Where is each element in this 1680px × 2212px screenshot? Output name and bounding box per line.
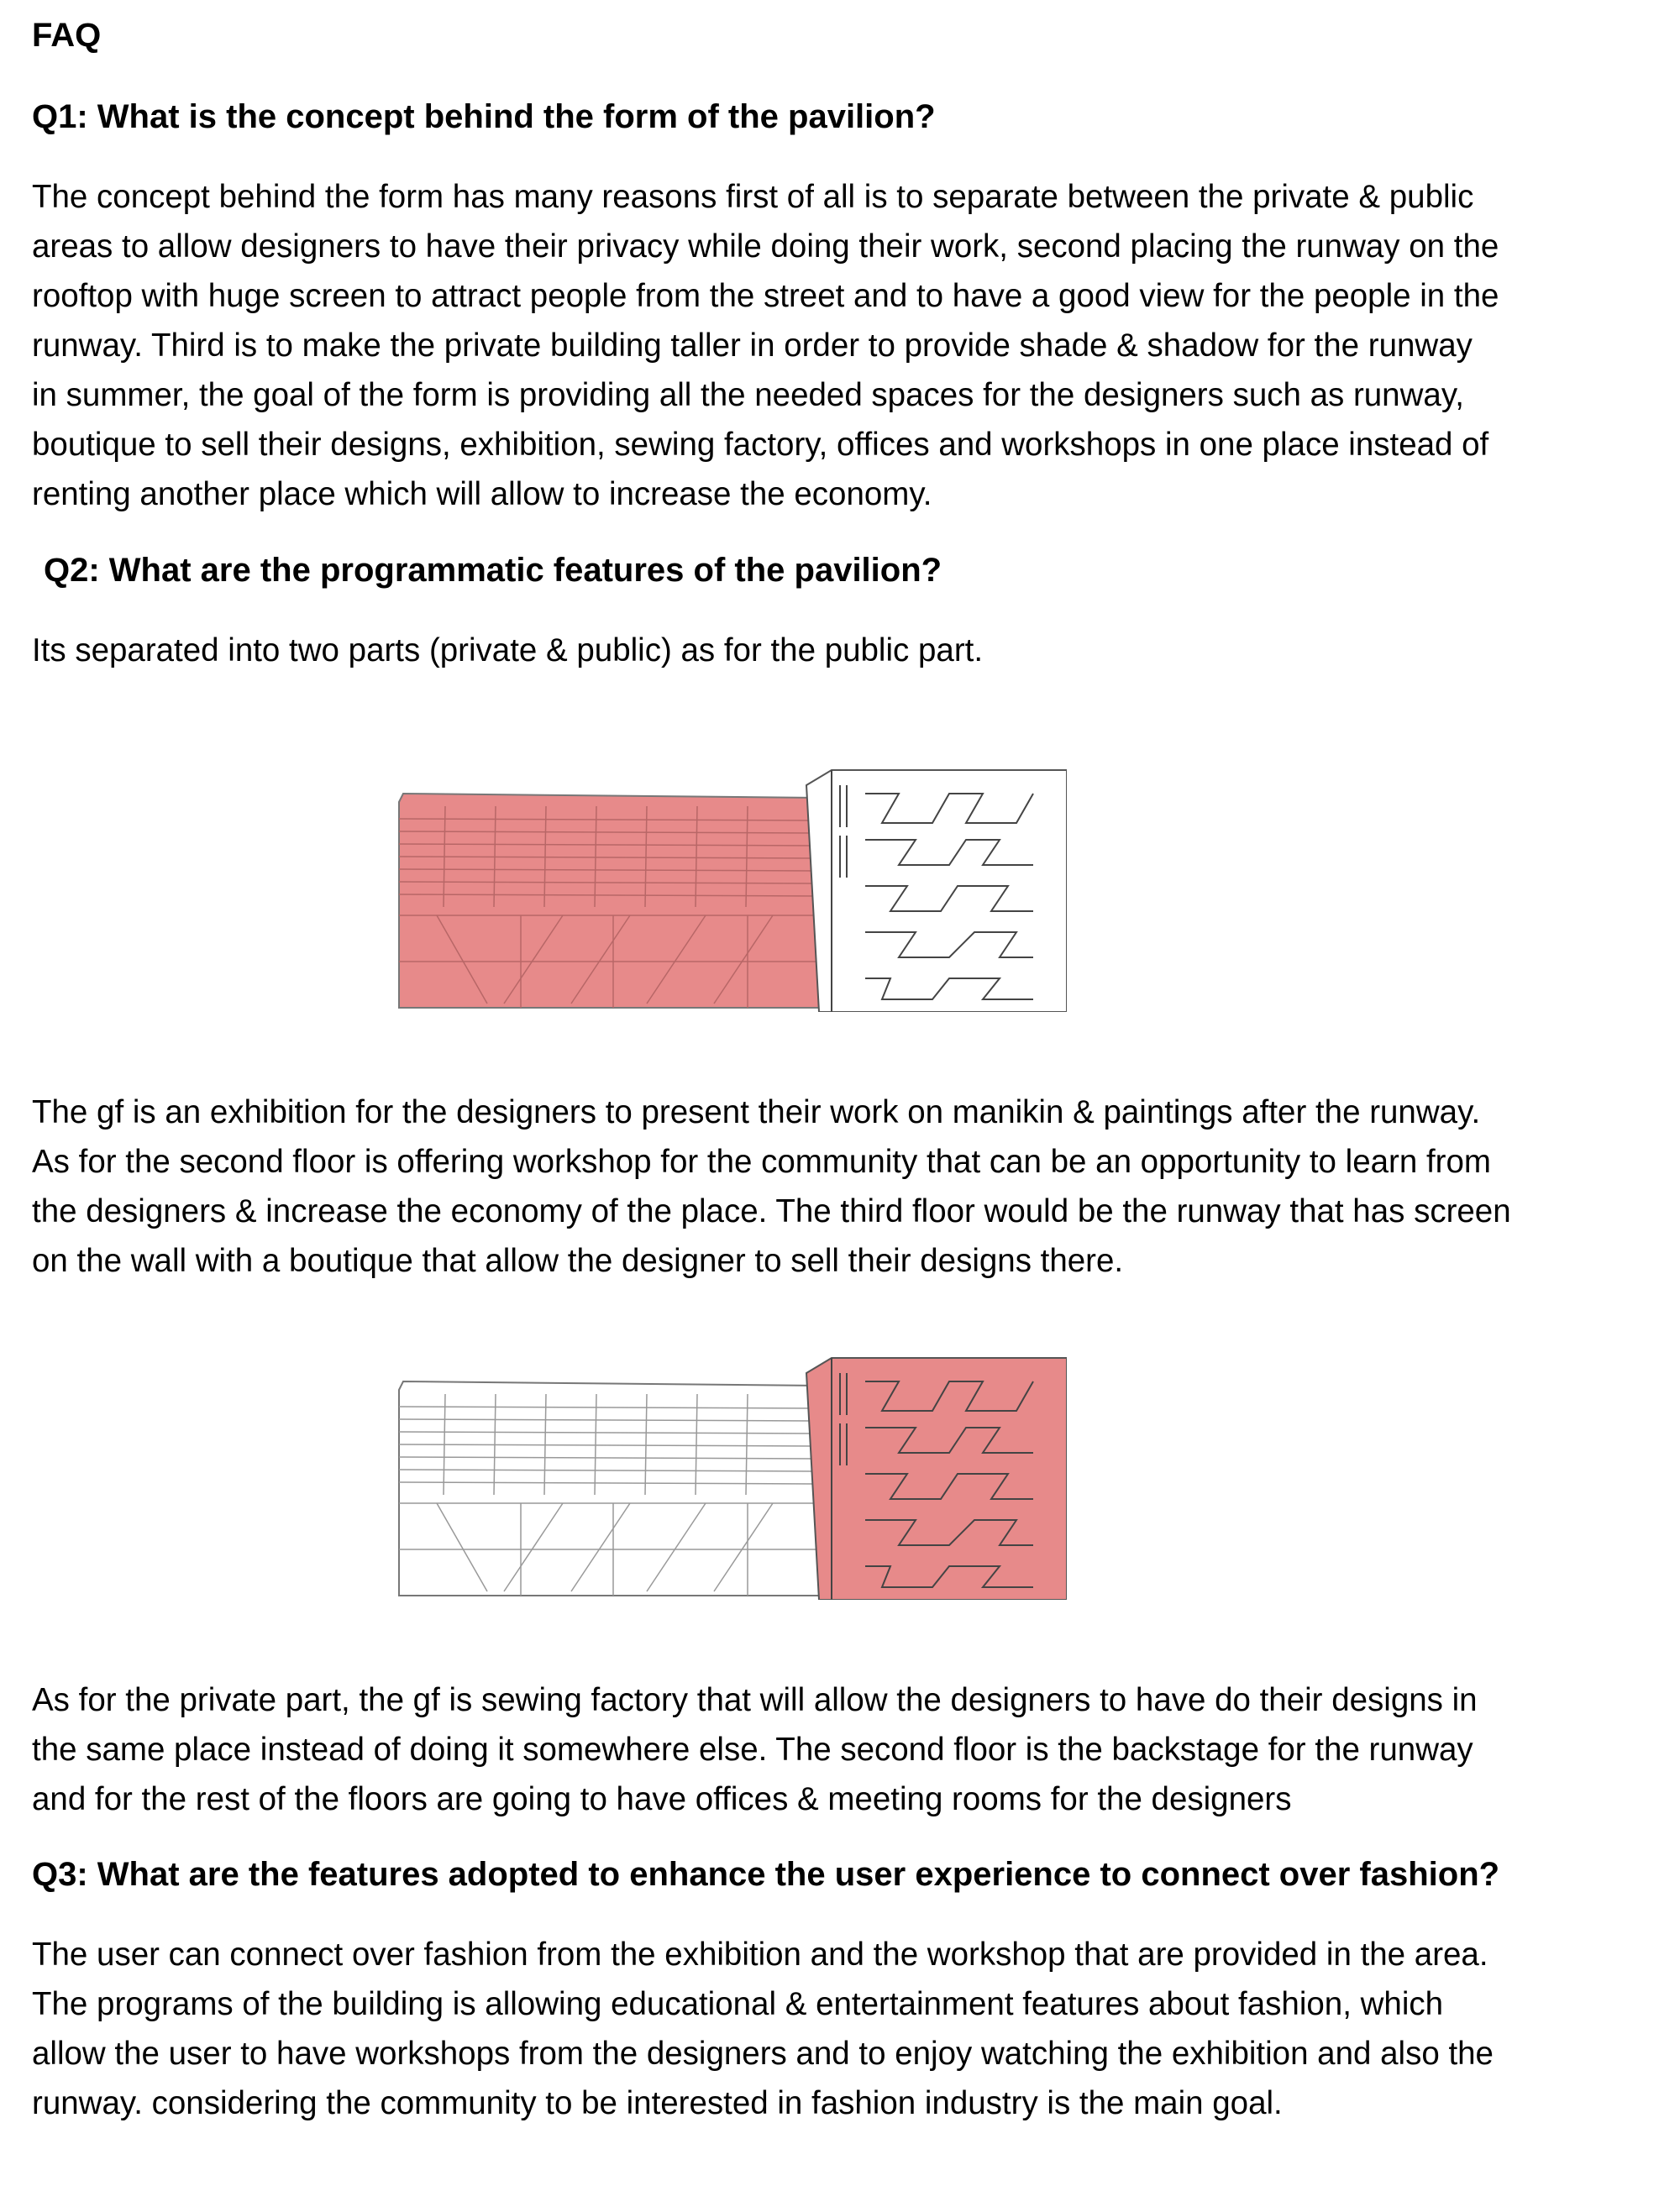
private-line: and for the rest of the floors are going to have offices & meeting rooms for the designers bbox=[32, 1781, 1292, 1817]
q3-line: The programs of the building is allowing educational & entertainment features about fashion, which bbox=[32, 1986, 1444, 2022]
pavilion-diagram-private-highlighted bbox=[395, 1348, 1067, 1600]
q3-line: allow the user to have workshops from the designers and to enjoy watching the exhibition and also the bbox=[32, 2036, 1494, 2072]
public-block-outline bbox=[399, 1381, 819, 1596]
q2-intro: Its separated into two parts (private & public) as for the public part. bbox=[32, 632, 984, 668]
q3-heading: Q3: What are the features adopted to enhance the user experience to connect over fashion? bbox=[32, 1856, 1500, 1893]
q1-line: renting another place which will allow to increase the economy. bbox=[32, 476, 932, 512]
public-line: the designers & increase the economy of the place. The third floor would be the runway that has screen bbox=[32, 1193, 1511, 1229]
public-line: The gf is an exhibition for the designers to present their work on manikin & paintings after the runway. bbox=[32, 1094, 1481, 1130]
q1-line: rooftop with huge screen to attract people from the street and to have a good view for the people in the bbox=[32, 278, 1499, 314]
q2-public-part bbox=[32, 1088, 1653, 1286]
private-line: the same place instead of doing it somewhere else. The second floor is the backstage for the runway bbox=[32, 1732, 1473, 1768]
q3-answer bbox=[32, 1930, 1653, 2128]
private-line: As for the private part, the gf is sewing factory that will allow the designers to have do their designs in bbox=[32, 1682, 1478, 1718]
public-block-highlighted bbox=[399, 794, 819, 1008]
q1-heading: Q1: What is the concept behind the form of the pavilion? bbox=[32, 98, 936, 135]
q1-line: areas to allow designers to have their privacy while doing their work, second placing the runway on the bbox=[32, 228, 1499, 265]
private-block-outline bbox=[806, 770, 1067, 1012]
public-line: As for the second floor is offering workshop for the community that can be an opportunity to learn from bbox=[32, 1144, 1491, 1180]
public-line: on the wall with a boutique that allow the designer to sell their designs there. bbox=[32, 1243, 1124, 1279]
pavilion-diagram-public-highlighted bbox=[395, 760, 1067, 1012]
q2-heading: Q2: What are the programmatic features of the pavilion? bbox=[44, 552, 942, 589]
page-title: FAQ bbox=[32, 17, 102, 54]
q1-line: in summer, the goal of the form is providing all the needed spaces for the designers such as runway, bbox=[32, 377, 1464, 413]
private-block-highlighted bbox=[806, 1358, 1067, 1600]
q3-line: The user can connect over fashion from the exhibition and the workshop that are provided in the area. bbox=[32, 1937, 1488, 1973]
q1-line: boutique to sell their designs, exhibition, sewing factory, offices and workshops in one place instead of bbox=[32, 427, 1489, 463]
q1-line: The concept behind the form has many reasons first of all is to separate between the private & public bbox=[32, 179, 1474, 215]
q1-line: runway. Third is to make the private building taller in order to provide shade & shadow for the runway bbox=[32, 328, 1473, 364]
q2-private-part bbox=[32, 1675, 1653, 1824]
q3-line: runway. considering the community to be interested in fashion industry is the main goal. bbox=[32, 2085, 1283, 2121]
q1-answer bbox=[32, 172, 1653, 519]
